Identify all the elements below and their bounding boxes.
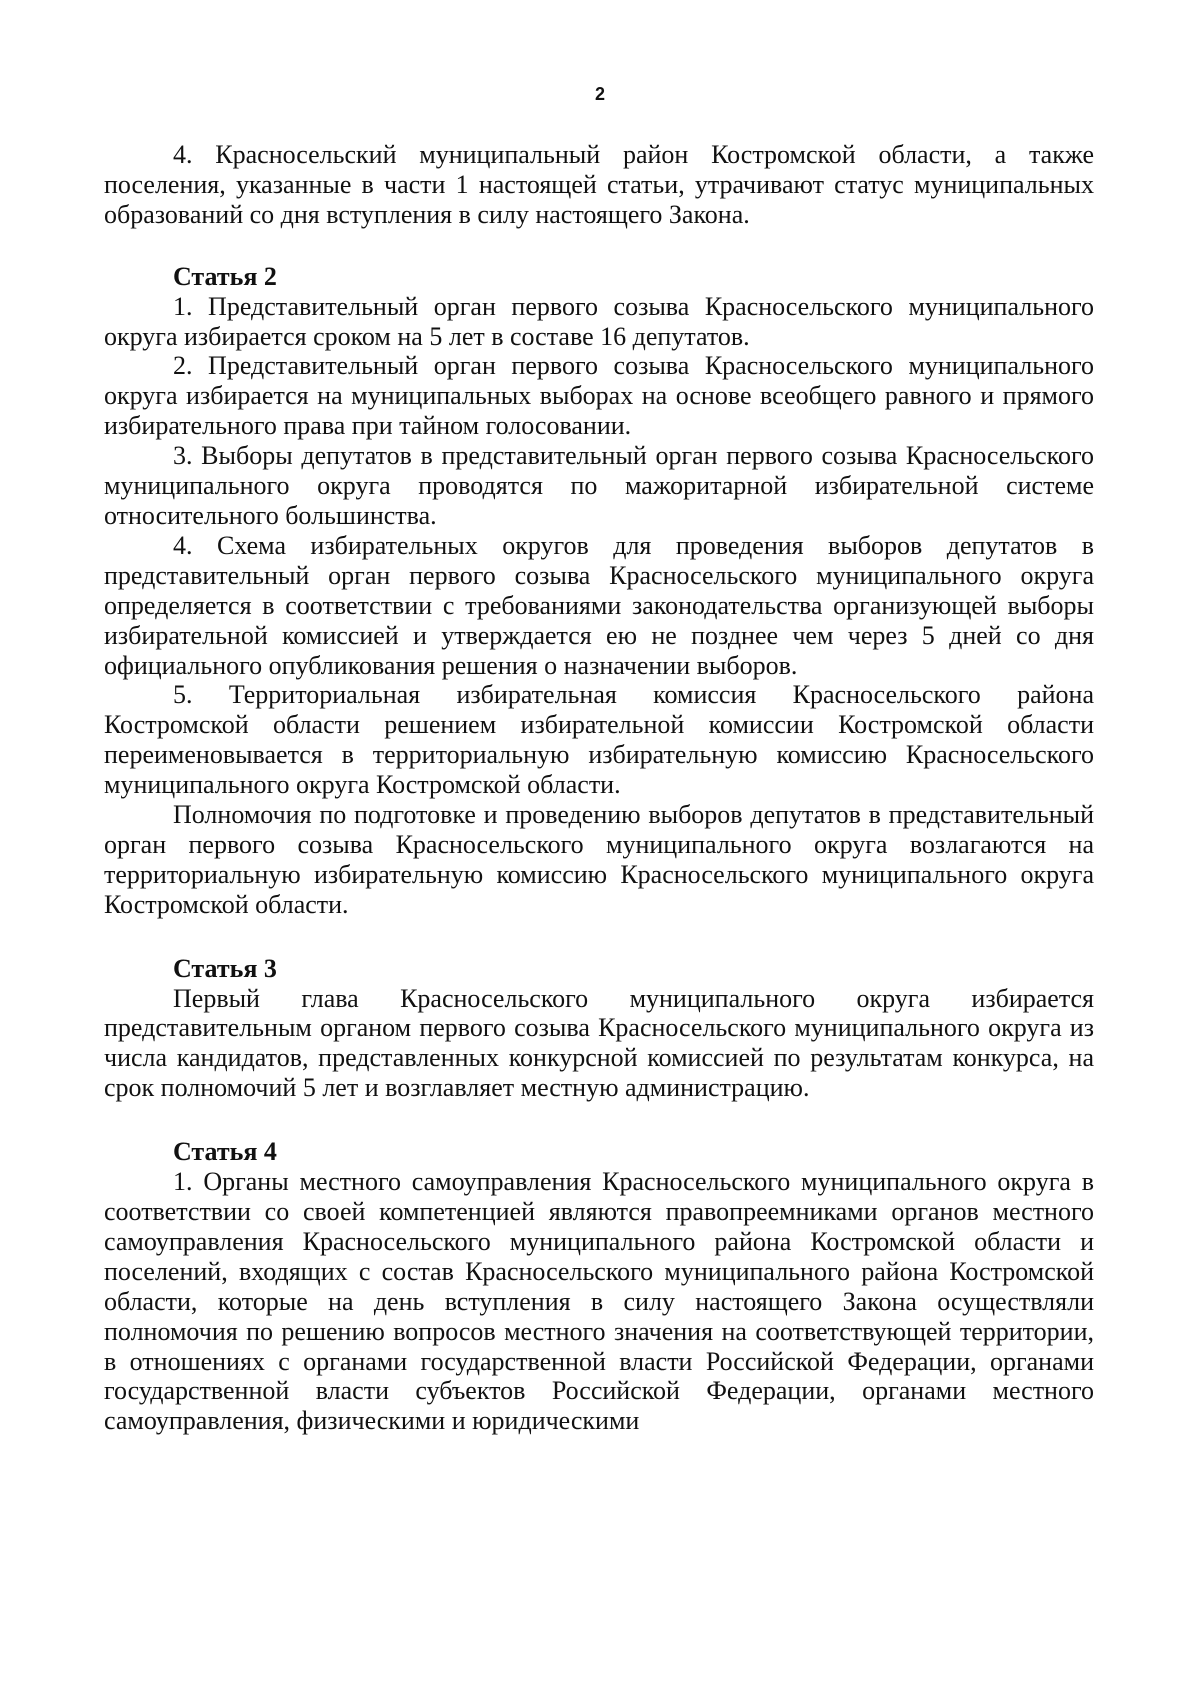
article2-paragraph-5: 5. Территориальная избирательная комиссия Красносельского района Костромской области решением избирательной комиссии Костромской области переименовывается в территориальную избирательную комиссию Красносельского муниципального округа Костромской области. — [104, 680, 1094, 800]
article2-paragraph-4: 4. Схема избирательных округов для проведения выборов депутатов в представительный орган первого созыва Красносельского муниципального округа определяется в соответствии с требованиями законодательства организующей выборы избирательной комиссией и утверждается ею не позднее чем через 5 дней со дня официального опубликования решения о назначении выборов. — [104, 530, 1094, 680]
article-4-heading: Статья 4 — [173, 1137, 277, 1167]
article2-paragraph-6: Полномочия по подготовке и проведению выборов депутатов в представительный орган первого созыва Красносельского муниципального округа возлагаются на территориальную избирательную комиссию Красносельского муниципального округа Костромской области. — [104, 800, 1094, 919]
article-2-heading: Статья 2 — [173, 261, 277, 291]
article3-paragraph-1: Первый глава Красносельского муниципального округа избирается представительным органом первого созыва Красносельского муниципального округа из числа кандидатов, представленных конкурсной комиссией по результатам конкурса, на срок полномочий 5 лет и возглавляет местную администрацию. — [104, 983, 1094, 1103]
article2-paragraph-3: 3. Выборы депутатов в представительный орган первого созыва Красносельского муниципального округа проводятся по мажоритарной избирательной системе относительного большинства. — [104, 441, 1094, 530]
article-3-heading: Статья 3 — [173, 953, 277, 983]
article4-paragraph-1: 1. Органы местного самоуправления Красносельского муниципального округа в соответствии со своей компетенцией являются правопреемниками органов местного самоуправления Красносельского муниципального района Костромской области и поселений, входящих с состав Красносельского муниципального района Костромской области, которые на день вступления в силу настоящего Закона осуществляли полномочия по решению вопросов местного значения на соответствующей территории, в отношениях с органами государственной власти Российской Федерации, органами государственной власти субъектов Российской Федерации, органами местного самоуправления, физическими и юридическими — [104, 1167, 1094, 1436]
document-body — [104, 140, 1094, 1436]
article2-paragraph-2: 2. Представительный орган первого созыва Красносельского муниципального округа избирается на муниципальных выборах на основе всеобщего равного и прямого избирательного права при тайном голосовании. — [104, 351, 1094, 441]
article1-paragraph-4: 4. Красносельский муниципальный район Костромской области, а также поселения, указанные в части 1 настоящей статьи, утрачивают статус муниципальных образований со дня вступления в силу настоящего Закона. — [104, 140, 1094, 229]
article2-paragraph-1: 1. Представительный орган первого созыва Красносельского муниципального округа избирается сроком на 5 лет в составе 16 депутатов. — [104, 291, 1094, 351]
page-number: 2 — [594, 84, 605, 104]
